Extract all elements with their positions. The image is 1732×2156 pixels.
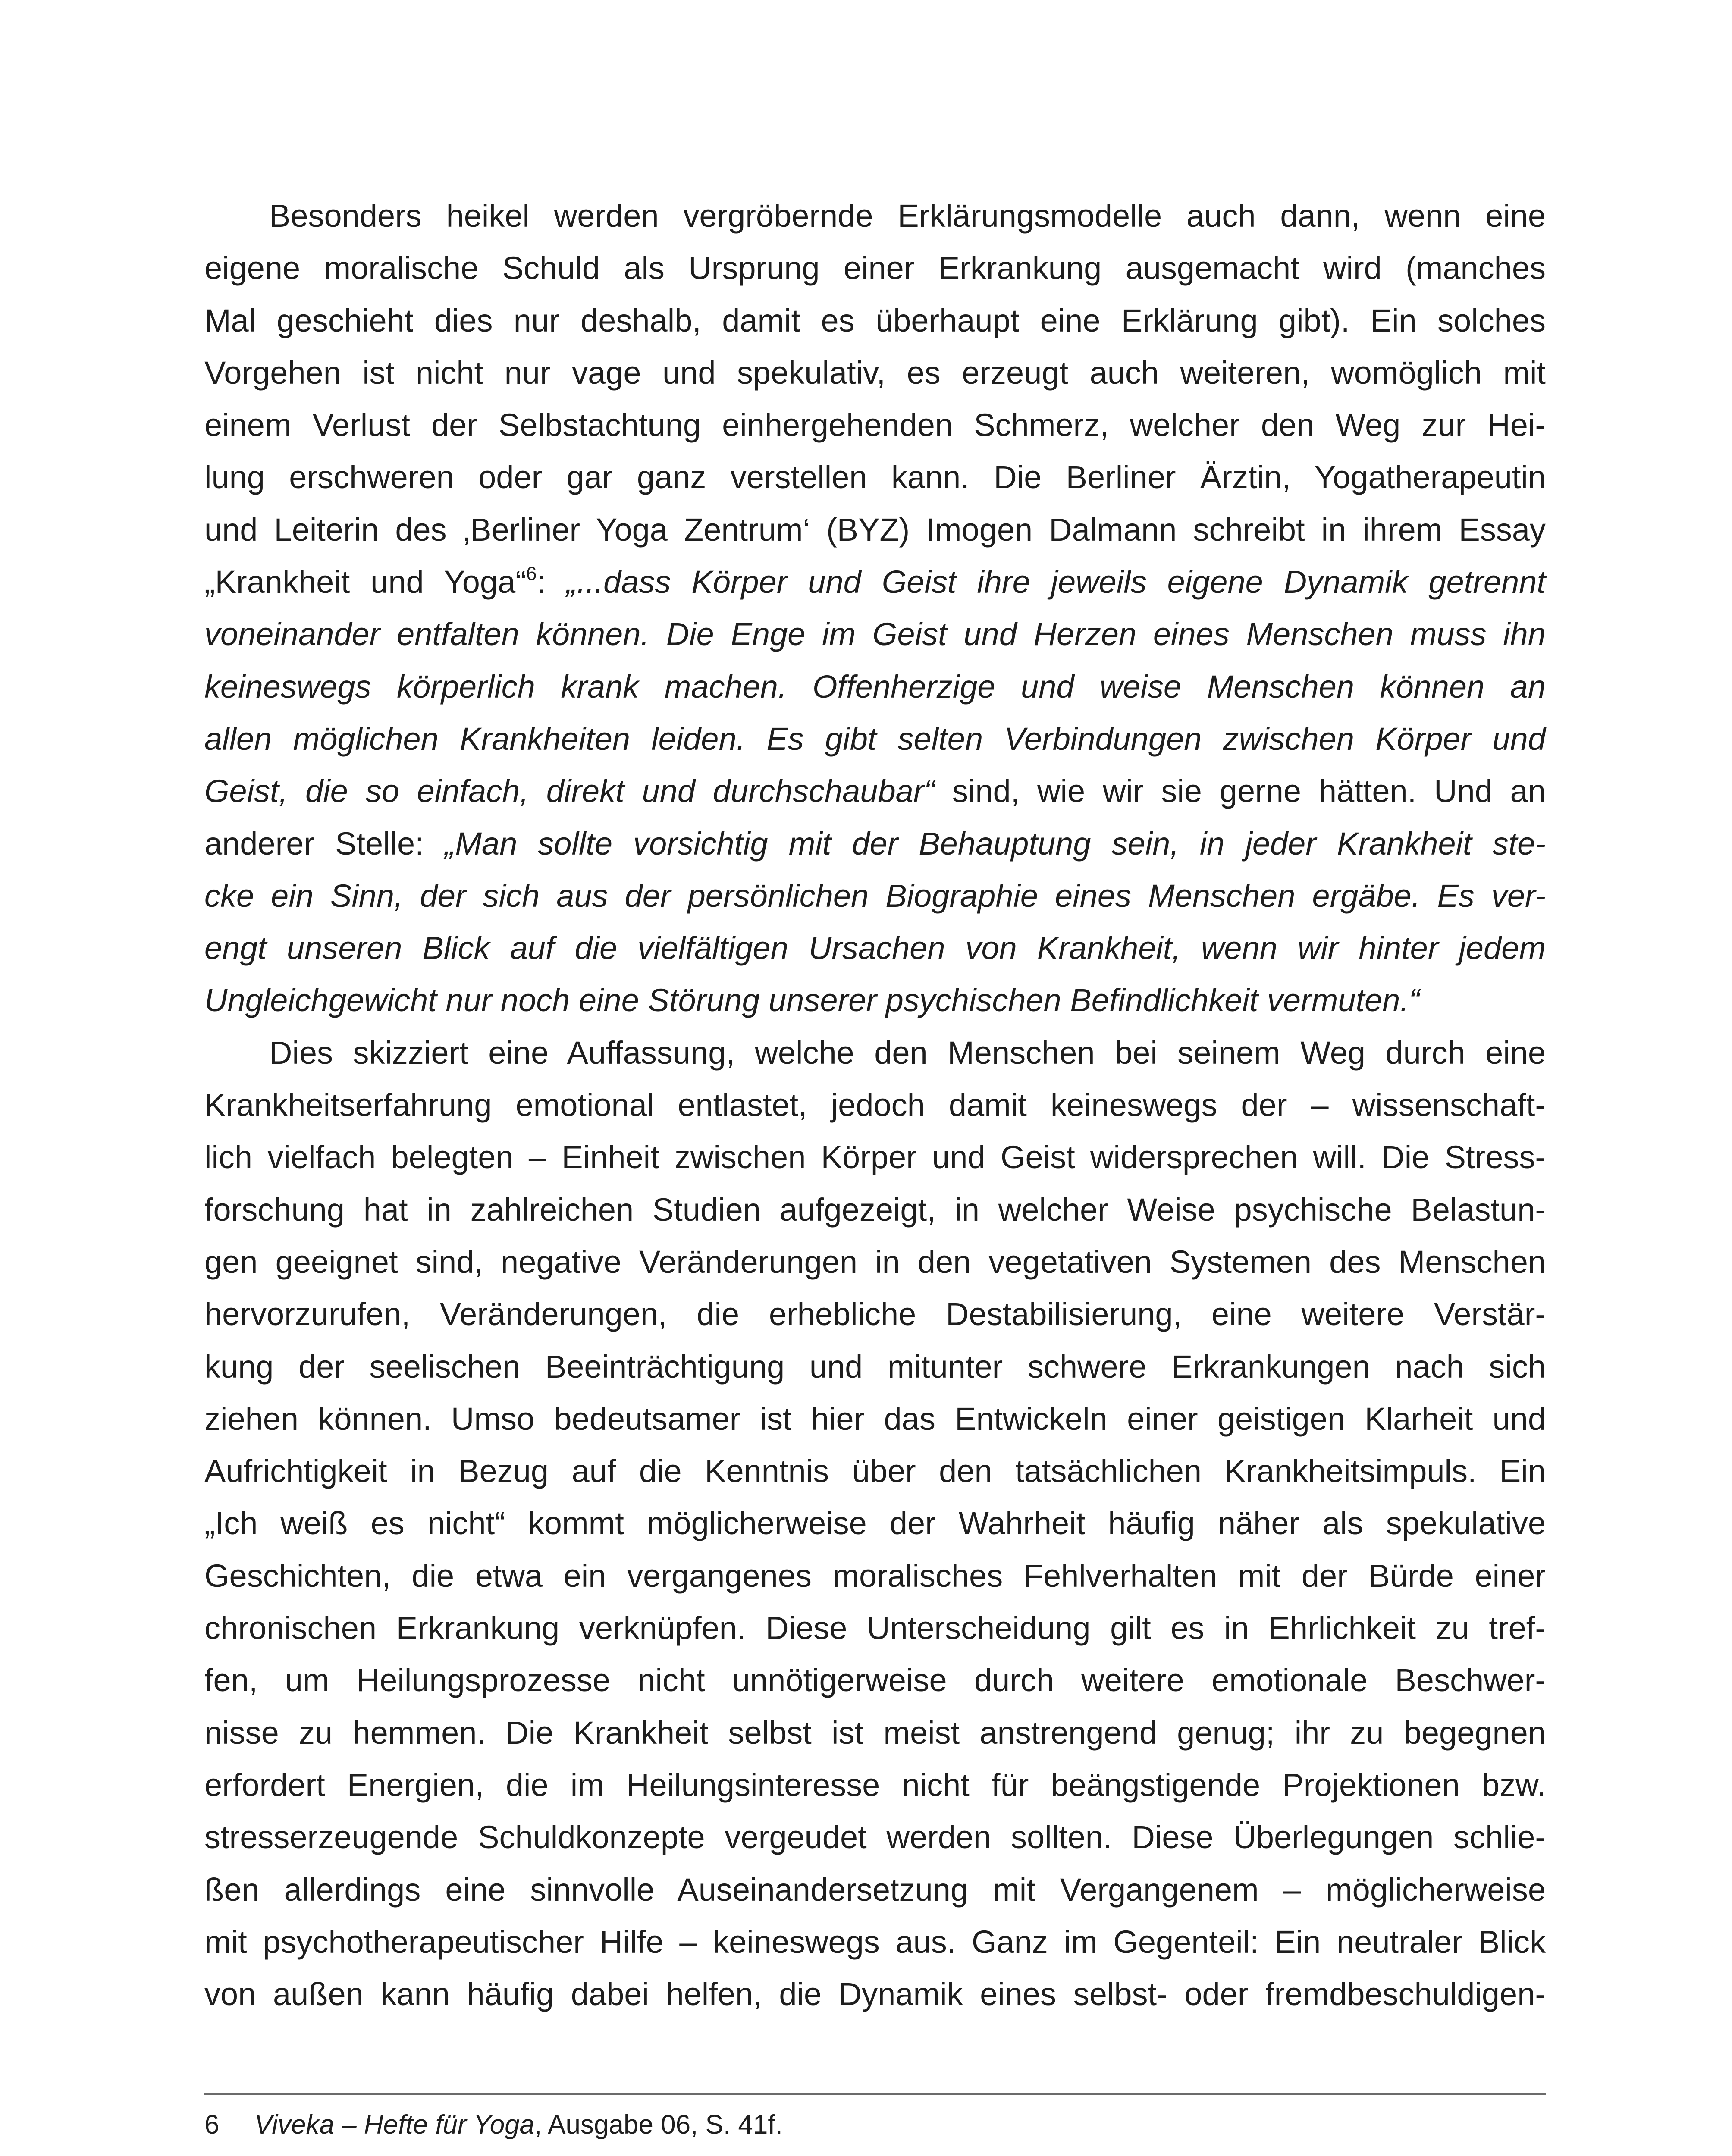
text-line <box>204 347 1546 399</box>
line-text: einem Verlust der Selbstachtung einhergehenden Schmerz, welcher den Weg zur Hei- <box>204 407 1546 443</box>
text-line <box>204 713 1546 765</box>
line-text: stresserzeugende Schuldkonzepte vergeudet werden sollten. Diese Überlegungen schlie- <box>204 1819 1546 1855</box>
line-text: anderer Stelle: <box>204 825 445 862</box>
line-text: sind, wie wir sie gerne hätten. Und an <box>935 773 1546 809</box>
text-line <box>204 1027 1546 1079</box>
line-text: Aufrichtigkeit in Bezug auf die Kenntnis über den tatsächlichen Krankheitsimpuls. Ein <box>204 1453 1546 1489</box>
quoted-text: keineswegs körperlich krank machen. Offenherzige und weise Menschen können an <box>204 668 1546 705</box>
text-line <box>204 1236 1546 1288</box>
line-text: lung erschweren oder gar ganz verstellen kann. Die Berliner Ärztin, Yogatherapeutin <box>204 459 1546 495</box>
text-line <box>204 1497 1546 1549</box>
text-line <box>204 1184 1546 1236</box>
quoted-text: Ungleichgewicht nur noch eine Störung unserer psychischen Befindlichkeit vermuten.“ <box>204 982 1420 1018</box>
line-text: ziehen können. Umso bedeutsamer ist hier das Entwickeln einer geistigen Klarheit und <box>204 1401 1546 1437</box>
line-text: Geschichten, die etwa ein vergangenes moralisches Fehlverhalten mit der Bürde einer <box>204 1557 1546 1594</box>
text-line <box>204 1341 1546 1393</box>
text-line <box>204 974 1546 1026</box>
quoted-text: „...dass Körper und Geist ihre jeweils eigene Dynamik getrennt <box>566 564 1546 600</box>
text-line <box>204 1654 1546 1706</box>
text-line <box>204 1288 1546 1340</box>
text-line <box>204 504 1546 556</box>
quoted-text: voneinander entfalten können. Die Enge im Geist und Herzen eines Menschen muss ihn <box>204 616 1546 652</box>
line-text: Vorgehen ist nicht nur vage und spekulativ, es erzeugt auch weiteren, womöglich mit <box>204 354 1546 391</box>
line-text: Mal geschieht dies nur deshalb, damit es überhaupt eine Erklärung gibt). Ein solches <box>204 302 1546 338</box>
line-text: „Krankheit und Yoga“ <box>204 564 526 600</box>
line-text: mit psychotherapeutischer Hilfe – keineswegs aus. Ganz im Gegenteil: Ein neutraler Blick <box>204 1924 1546 1960</box>
line-text: eigene moralische Schuld als Ursprung einer Erkrankung ausgemacht wird (manches <box>204 250 1546 286</box>
line-text: : <box>537 564 566 600</box>
line-text: lich vielfach belegten – Einheit zwischen Körper und Geist widersprechen will. Die Stress- <box>204 1139 1546 1175</box>
line-text: erfordert Energien, die im Heilungsinteresse nicht für beängstigende Projektionen bzw. <box>204 1767 1546 1803</box>
line-text: Krankheitserfahrung emotional entlastet, jedoch damit keineswegs der – wissenschaft- <box>204 1087 1546 1123</box>
footnote-source-title: Viveka – Hefte für Yoga <box>254 2110 535 2140</box>
line-text: hervorzurufen, Veränderungen, die erhebliche Destabilisierung, eine weitere Verstär- <box>204 1296 1546 1332</box>
line-text: nisse zu hemmen. Die Krankheit selbst ist meist anstrengend genug; ihr zu begegnen <box>204 1714 1546 1751</box>
footnote-source-details: , Ausgabe 06, S. 41f. <box>534 2110 783 2140</box>
text-line <box>204 451 1546 503</box>
footnote-divider <box>204 2093 1546 2095</box>
text-line <box>204 661 1546 713</box>
text-line <box>204 190 1546 242</box>
text-line <box>204 1916 1546 1968</box>
text-line <box>204 1393 1546 1445</box>
text-line <box>204 922 1546 974</box>
text-line <box>204 1707 1546 1759</box>
text-line <box>204 1811 1546 1863</box>
text-line <box>204 242 1546 294</box>
text-line <box>204 556 1546 608</box>
text-line <box>204 870 1546 922</box>
line-text: von außen kann häufig dabei helfen, die Dynamik eines selbst- oder fremdbeschuldigen- <box>204 1976 1546 2012</box>
text-line <box>204 1864 1546 1916</box>
line-text: kung der seelischen Beeinträchtigung und mitunter schwere Erkrankungen nach sich <box>204 1348 1546 1385</box>
quoted-text: Geist, die so einfach, direkt und durchschaubar“ <box>204 773 935 809</box>
text-line <box>204 1445 1546 1497</box>
text-line <box>204 1602 1546 1654</box>
quoted-text: engt unseren Blick auf die vielfältigen Ursachen von Krankheit, wenn wir hinter jedem <box>204 930 1546 966</box>
line-text: fen, um Heilungsprozesse nicht unnötigerweise durch weitere emotionale Beschwer- <box>204 1662 1546 1698</box>
text-line <box>204 399 1546 451</box>
text-line <box>204 1079 1546 1131</box>
line-text: gen geeignet sind, negative Veränderungen in den vegetativen Systemen des Menschen <box>204 1244 1546 1280</box>
text-line <box>204 608 1546 660</box>
quoted-text: „Man sollte vorsichtig mit der Behauptung sein, in jeder Krankheit ste- <box>444 825 1546 862</box>
line-text: forschung hat in zahlreichen Studien aufgezeigt, in welcher Weise psychische Belastun- <box>204 1191 1546 1228</box>
line-text: „Ich weiß es nicht“ kommt möglicherweise der Wahrheit häufig näher als spekulative <box>204 1505 1546 1542</box>
text-line <box>204 1550 1546 1602</box>
line-text: ßen allerdings eine sinnvolle Auseinandersetzung mit Vergangenem – möglicherweise <box>204 1871 1546 1908</box>
text-line <box>204 818 1546 870</box>
line-text: Besonders heikel werden vergröbernde Erklärungsmodelle auch dann, wenn eine <box>269 198 1546 234</box>
footnote-number: 6 <box>204 2110 220 2140</box>
text-line <box>204 295 1546 347</box>
quoted-text: cke ein Sinn, der sich aus der persönlichen Biographie eines Menschen ergäbe. Es ver- <box>204 877 1546 914</box>
body-text <box>204 190 1546 2020</box>
text-line <box>204 765 1546 817</box>
footnote-reference: 6 <box>526 563 537 585</box>
line-text: chronischen Erkrankung verknüpfen. Diese Unterscheidung gilt es in Ehrlichkeit zu tref- <box>204 1610 1546 1646</box>
line-text: und Leiterin des ‚Berliner Yoga Zentrum‘ (BYZ) Imogen Dalmann schreibt in ihrem Essay <box>204 511 1546 548</box>
footnote <box>204 2108 1546 2142</box>
text-line <box>204 1131 1546 1183</box>
quoted-text: allen möglichen Krankheiten leiden. Es gibt selten Verbindungen zwischen Körper und <box>204 721 1546 757</box>
line-text: Dies skizziert eine Auffassung, welche den Menschen bei seinem Weg durch eine <box>269 1034 1546 1071</box>
text-line <box>204 1759 1546 1811</box>
text-line <box>204 1968 1546 2020</box>
